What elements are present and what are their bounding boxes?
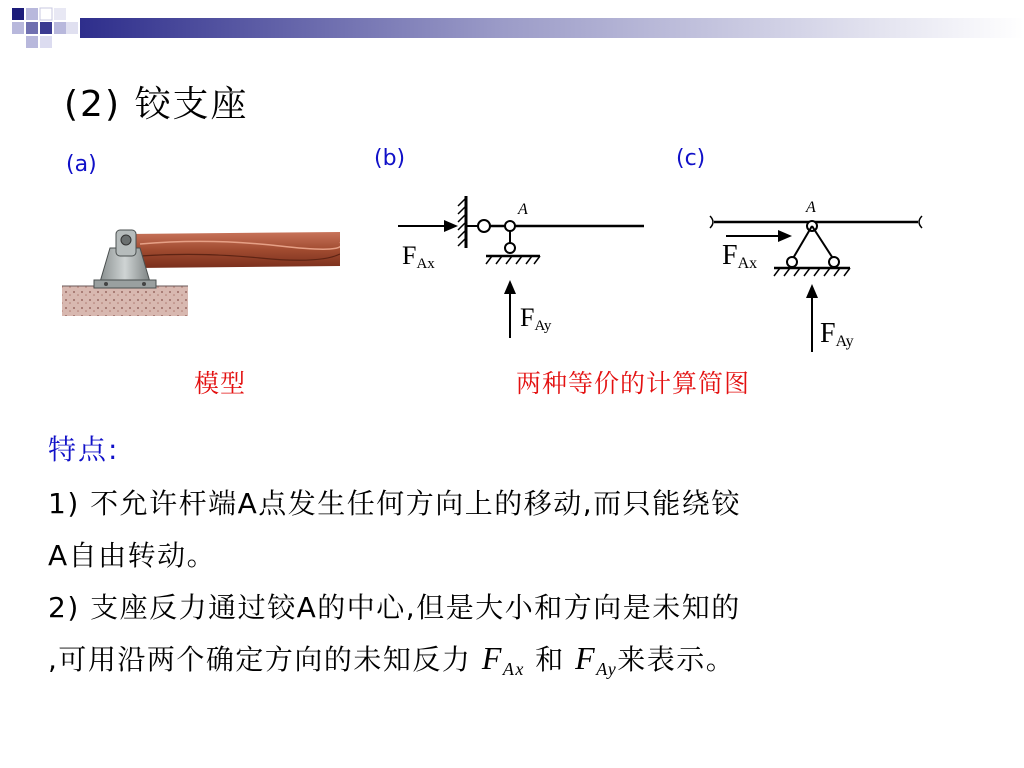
feature-line-4-start: ,可用沿两个确定方向的未知反力 [48,643,472,676]
label-a-b: A [518,201,528,218]
hinge-support-model-image [40,210,340,322]
hinge-diagram-c [700,192,940,358]
features-heading: 特点: [48,433,120,466]
feature-line-4 [48,638,735,680]
feature-line-3: 2) 支座反力通过铰A的中心,但是大小和方向是未知的 [48,591,741,624]
feature-line-4-connector: 和 [535,643,565,676]
feature-line-4-end: 来表示。 [617,643,736,676]
caption-diagrams: 两种等价的计算简图 [516,369,751,398]
force-label-fax-b: FAx [402,241,435,272]
caption-model: 模型 [194,369,247,398]
panel-label-c: (c) [676,146,706,171]
panel-label-a: (a) [66,152,97,177]
feature-line-1: 1) 不允许杆端A点发生任何方向上的移动,而只能绕铰 [48,487,741,520]
label-a-c: A [806,199,816,216]
hinge-diagram-b [392,190,662,350]
force-label-fax-c: FAx [722,240,758,272]
slide-title: (2) 铰支座 [64,84,249,125]
force-label-fay-c: FAy [820,318,854,350]
title-decoration [0,0,1024,60]
force-label-fay-b: FAy [520,303,552,334]
force-fay-symbol: $F_{Ay}$ [575,640,618,679]
feature-line-2: A自由转动。 [48,539,217,572]
panel-label-b: (b) [374,146,406,171]
force-fax-symbol: $F_{Ax}$ [481,640,525,679]
